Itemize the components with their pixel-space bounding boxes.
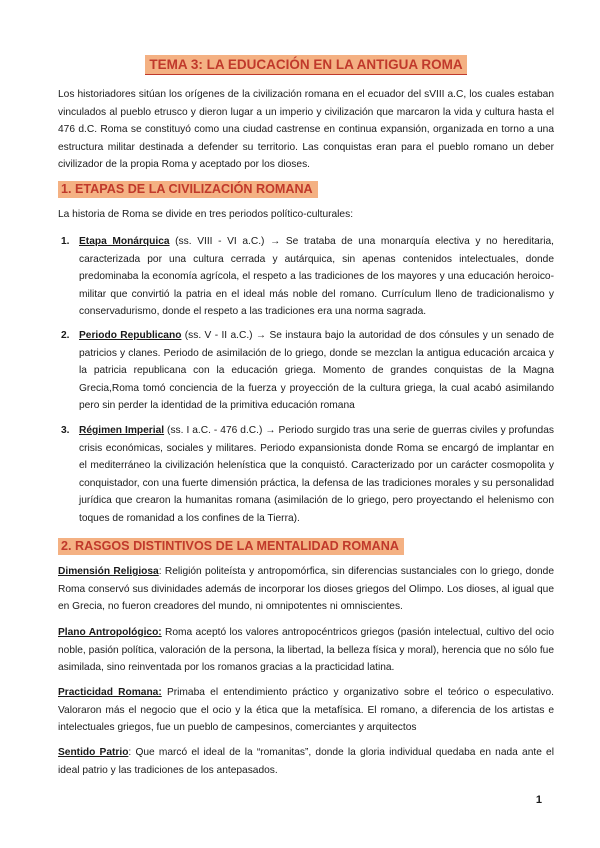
trait-practicidad — [58, 684, 554, 737]
trait-text: : Que marcó el ideal de la “romanitas”, donde la gloria individual quedaba en nada ante el ideal patrio y las tradiciones de los antepasados. — [58, 747, 554, 776]
list-item-republicano — [58, 327, 554, 415]
trait-term: Dimensión Religiosa — [58, 566, 159, 577]
list-item-monarquica — [58, 233, 554, 321]
list-term: Régimen Imperial — [79, 425, 165, 436]
list-term: Etapa Monárquica — [79, 236, 170, 247]
intro-paragraph: Los historiadores sitúan los orígenes de la civilización romana en el ecuador del sVIII a.C, los cuales estaban vinculados al pueblo etrusco y dieron lugar a un imperio y civilización que marcaron la vida y cultura hasta el 476 d.C. Roma se constituyó como una ciudad castrense en continua expansión, organizada en torno a una estructura militar destinada a defender su territorio. Las conquistas eran para el pueblo romano un deber civilizador de la propia Roma y aceptado por los dioses. — [58, 89, 554, 171]
trait-term: Sentido Patrio — [58, 747, 129, 758]
trait-religiosa — [58, 563, 554, 616]
list-number: 2. — [61, 330, 70, 341]
trait-text: Roma aceptó los valores antropocéntricos griegos (pasión intelectual, cultivo del ocio noble, pasión política, valoración de la persona, la libertad, la belleza física y moral), herencia que no sólo fue asimilada, sino reinventada por los romanos gracias a la practicidad latina. — [58, 627, 554, 674]
trait-text: Primaba el entendimiento práctico y organizativo sobre el teórico o especulativo. Valoraron más el negocio que el ocio y la ética que la metafísica. El romano, a diferencia de los artistas e intelectuales griegos, fue un pueblo de campesinos, comerciantes y arquitectos — [58, 687, 554, 734]
list-text: (ss. VIII - VI a.C.) → Se trataba de una monarquía electiva y no hereditaria, caracterizada por una cultura cerrada y autárquica, sin apenas contenidos intelectuales, donde predominaba la economía agrícola, el respeto a las tradiciones de los mayores y una educación heroico-militar que convirtió la patria en el ideal más noble del romano. Currículum lleno de tradicionalismo y conservadurismo, donde el respeto a las tradiciones era una norma sagrada. — [79, 236, 554, 318]
title-wrap — [58, 55, 554, 75]
trait-text: : Religión politeísta y antropomórfica, sin diferencias sustanciales con lo griego, donde Roma conservó sus divinidades además de incorporar los dioses griegos del Olimpo. Los dioses, al igual que en Grecia, no fueron creadores del mundo, ni omnipotentes ni omniscientes. — [58, 566, 554, 613]
section-2-heading: 2. RASGOS DISTINTIVOS DE LA MENTALIDAD ROMANA — [58, 538, 404, 555]
document-title: TEMA 3: LA EDUCACIÓN EN LA ANTIGUA ROMA — [145, 55, 466, 75]
trait-term: Plano Antropológico: — [58, 627, 162, 638]
list-item-imperial — [58, 422, 554, 528]
list-body — [79, 422, 554, 528]
list-body — [79, 233, 554, 321]
list-number: 3. — [61, 425, 70, 436]
list-text: (ss. I a.C. - 476 d.C.) → Periodo surgido tras una serie de guerras civiles y profundas crisis económicas, sociales y militares. Periodo expansionista donde Roma se encargó de implantar en el mediterráneo la civilización helenística que la conquistó. Caracterizado por un carácter cosmopolita y conquistador, con una fuerte dimensión práctica, la defensa de las tradiciones morales y su personalidad jurídica que crearon la humanitas romana (asimilación de lo griego, pero proyectando el helenismo con toques de romanidad a los confines de la Tierra). — [79, 425, 554, 524]
section-1-heading: 1. ETAPAS DE LA CIVILIZACIÓN ROMANA — [58, 181, 318, 198]
trait-term: Practicidad Romana: — [58, 687, 162, 698]
page-number: 1 — [535, 794, 542, 806]
list-number: 1. — [61, 236, 70, 247]
list-term: Periodo Republicano — [79, 330, 182, 341]
list-body — [79, 327, 554, 415]
trait-patrio — [58, 744, 554, 779]
section-1-lead: La historia de Roma se divide en tres periodos político-culturales: — [58, 209, 354, 220]
trait-antropologico — [58, 624, 554, 677]
list-text: (ss. V - II a.C.) → Se instaura bajo la autoridad de dos cónsules y un senado de patricios y clanes. Periodo de asimilación de lo griego, donde se mezclan la antigua educación arcaica y la patricia republicana con la educación griega. Momento de grandes conquistas de la Magna Grecia,Roma tomó conciencia de la fuerza y proyección de la cultura griega, la cual acabó asimilando pero sin perder la identidad de la primitiva educación romana — [79, 330, 554, 412]
